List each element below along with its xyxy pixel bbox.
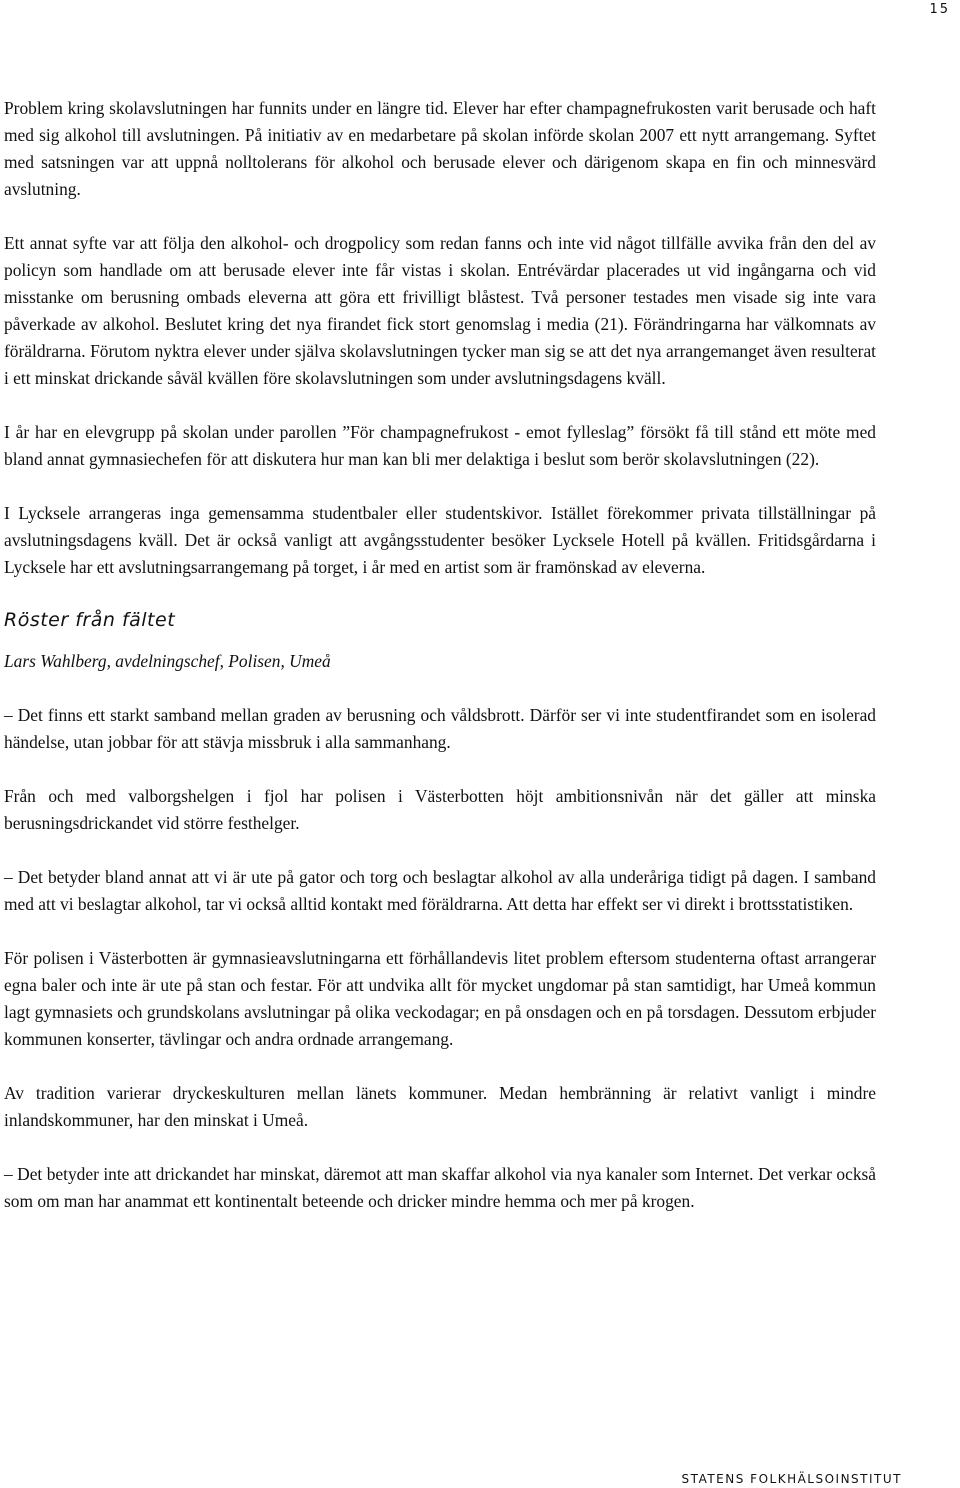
quote-paragraph: – Det finns ett starkt samband mellan graden av berusning och våldsbrott. Därför ser vi inte studentfirandet som en isolerad händelse, utan jobbar för att stävja missbruk i alla sammanhang. (4, 705, 876, 752)
paragraph: Problem kring skolavslutningen har funnits under en längre tid. Elever har efter champagnefrukosten varit berusade och haft med sig alkohol till avslutningen. På initiativ av en medarbetare på skolan införde skolan 2007 ett nytt arrangemang. Syftet med satsningen var att uppnå nolltolerans för alkohol och berusade elever och därigenom skapa en fin och minnesvärd avslutning. (4, 98, 876, 199)
paragraph: I Lycksele arrangeras inga gemensamma studentbaler eller studentskivor. Istället förekommer privata tillställningar på avslutningsdagens kväll. Det är också vanligt att avgångsstudenter besöker Lycksele Hotell på kvällen. Fritidsgårdarna i Lycksele har ett avslutningsarrangemang på torget, i år med en artist som är framönskad av eleverna. (4, 503, 876, 577)
section-heading: Röster från fältet (4, 609, 176, 631)
paragraph: Ett annat syfte var att följa den alkohol- och drogpolicy som redan fanns och inte vid något tillfälle avvika från den del av policyn som handlade om att berusade elever inte får vistas i skolan. Entrévärdar placerades ut vid ingångarna och vid misstanke om berusning ombads eleverna att göra ett frivilligt blåstest. Två personer testades men visade sig inte vara påverkade av alkohol. Beslutet kring det nya firandet fick stort genomslag i media (21). Förändringarna har välkomnats av föräldrarna. Förutom nyktra elever under själva skolavslutningen tycker man sig se att det nya arrangemanget även resulterat i ett minskat drickande såväl kvällen före skolavslutningen som under avslutningsdagens kväll. (4, 233, 876, 388)
quote-paragraph: – Det betyder bland annat att vi är ute på gator och torg och beslagtar alkohol av alla underåriga tidigt på dagen. I samband med att vi beslagtar alkohol, tar vi också alltid kontakt med föräldrarna. Att detta har effekt ser vi direkt i brottsstatistiken. (4, 867, 876, 914)
paragraph: För polisen i Västerbotten är gymnasieavslutningarna ett förhållandevis litet problem eftersom studenterna oftast arrangerar egna baler och inte är ute på stan och festar. För att undvika allt för mycket ungdomar på stan samtidigt, har Umeå kommun lagt gymnasiets och grundskolans avslutningar på olika veckodagar; en på onsdagen och en på torsdagen. Dessutom erbjuder kommunen konserter, tävlingar och andra ordnade arrangemang. (4, 948, 876, 1049)
paragraph: I år har en elevgrupp på skolan under parollen ”För champagnefrukost - emot fylleslag” försökt få till stånd ett möte med bland annat gymnasiechefen för att diskutera hur man kan bli mer delaktiga i beslut som berör skolavslutningen (22). (4, 422, 876, 469)
paragraph: Av tradition varierar dryckeskulturen mellan länets kommuner. Medan hembränning är relativt vanligt i mindre inlandskommuner, har den minskat i Umeå. (4, 1083, 876, 1130)
paragraph: Från och med valborgshelgen i fjol har polisen i Västerbotten höjt ambitionsnivån när det gäller att minska berusningsdrickandet vid större festhelger. (4, 786, 876, 833)
document-body (4, 95, 876, 1215)
quote-paragraph: – Det betyder inte att drickandet har minskat, däremot att man skaffar alkohol via nya kanaler som Internet. Det verkar också som om man har anammat ett kontinentalt beteende och dricker mindre hemma och mer på krogen. (4, 1164, 876, 1211)
publisher-footer: STATENS FOLKHÄLSOINSTITUT (681, 1472, 902, 1486)
page-number: 15 (929, 2, 950, 17)
byline: Lars Wahlberg, avdelningschef, Polisen, Umeå (4, 651, 331, 671)
